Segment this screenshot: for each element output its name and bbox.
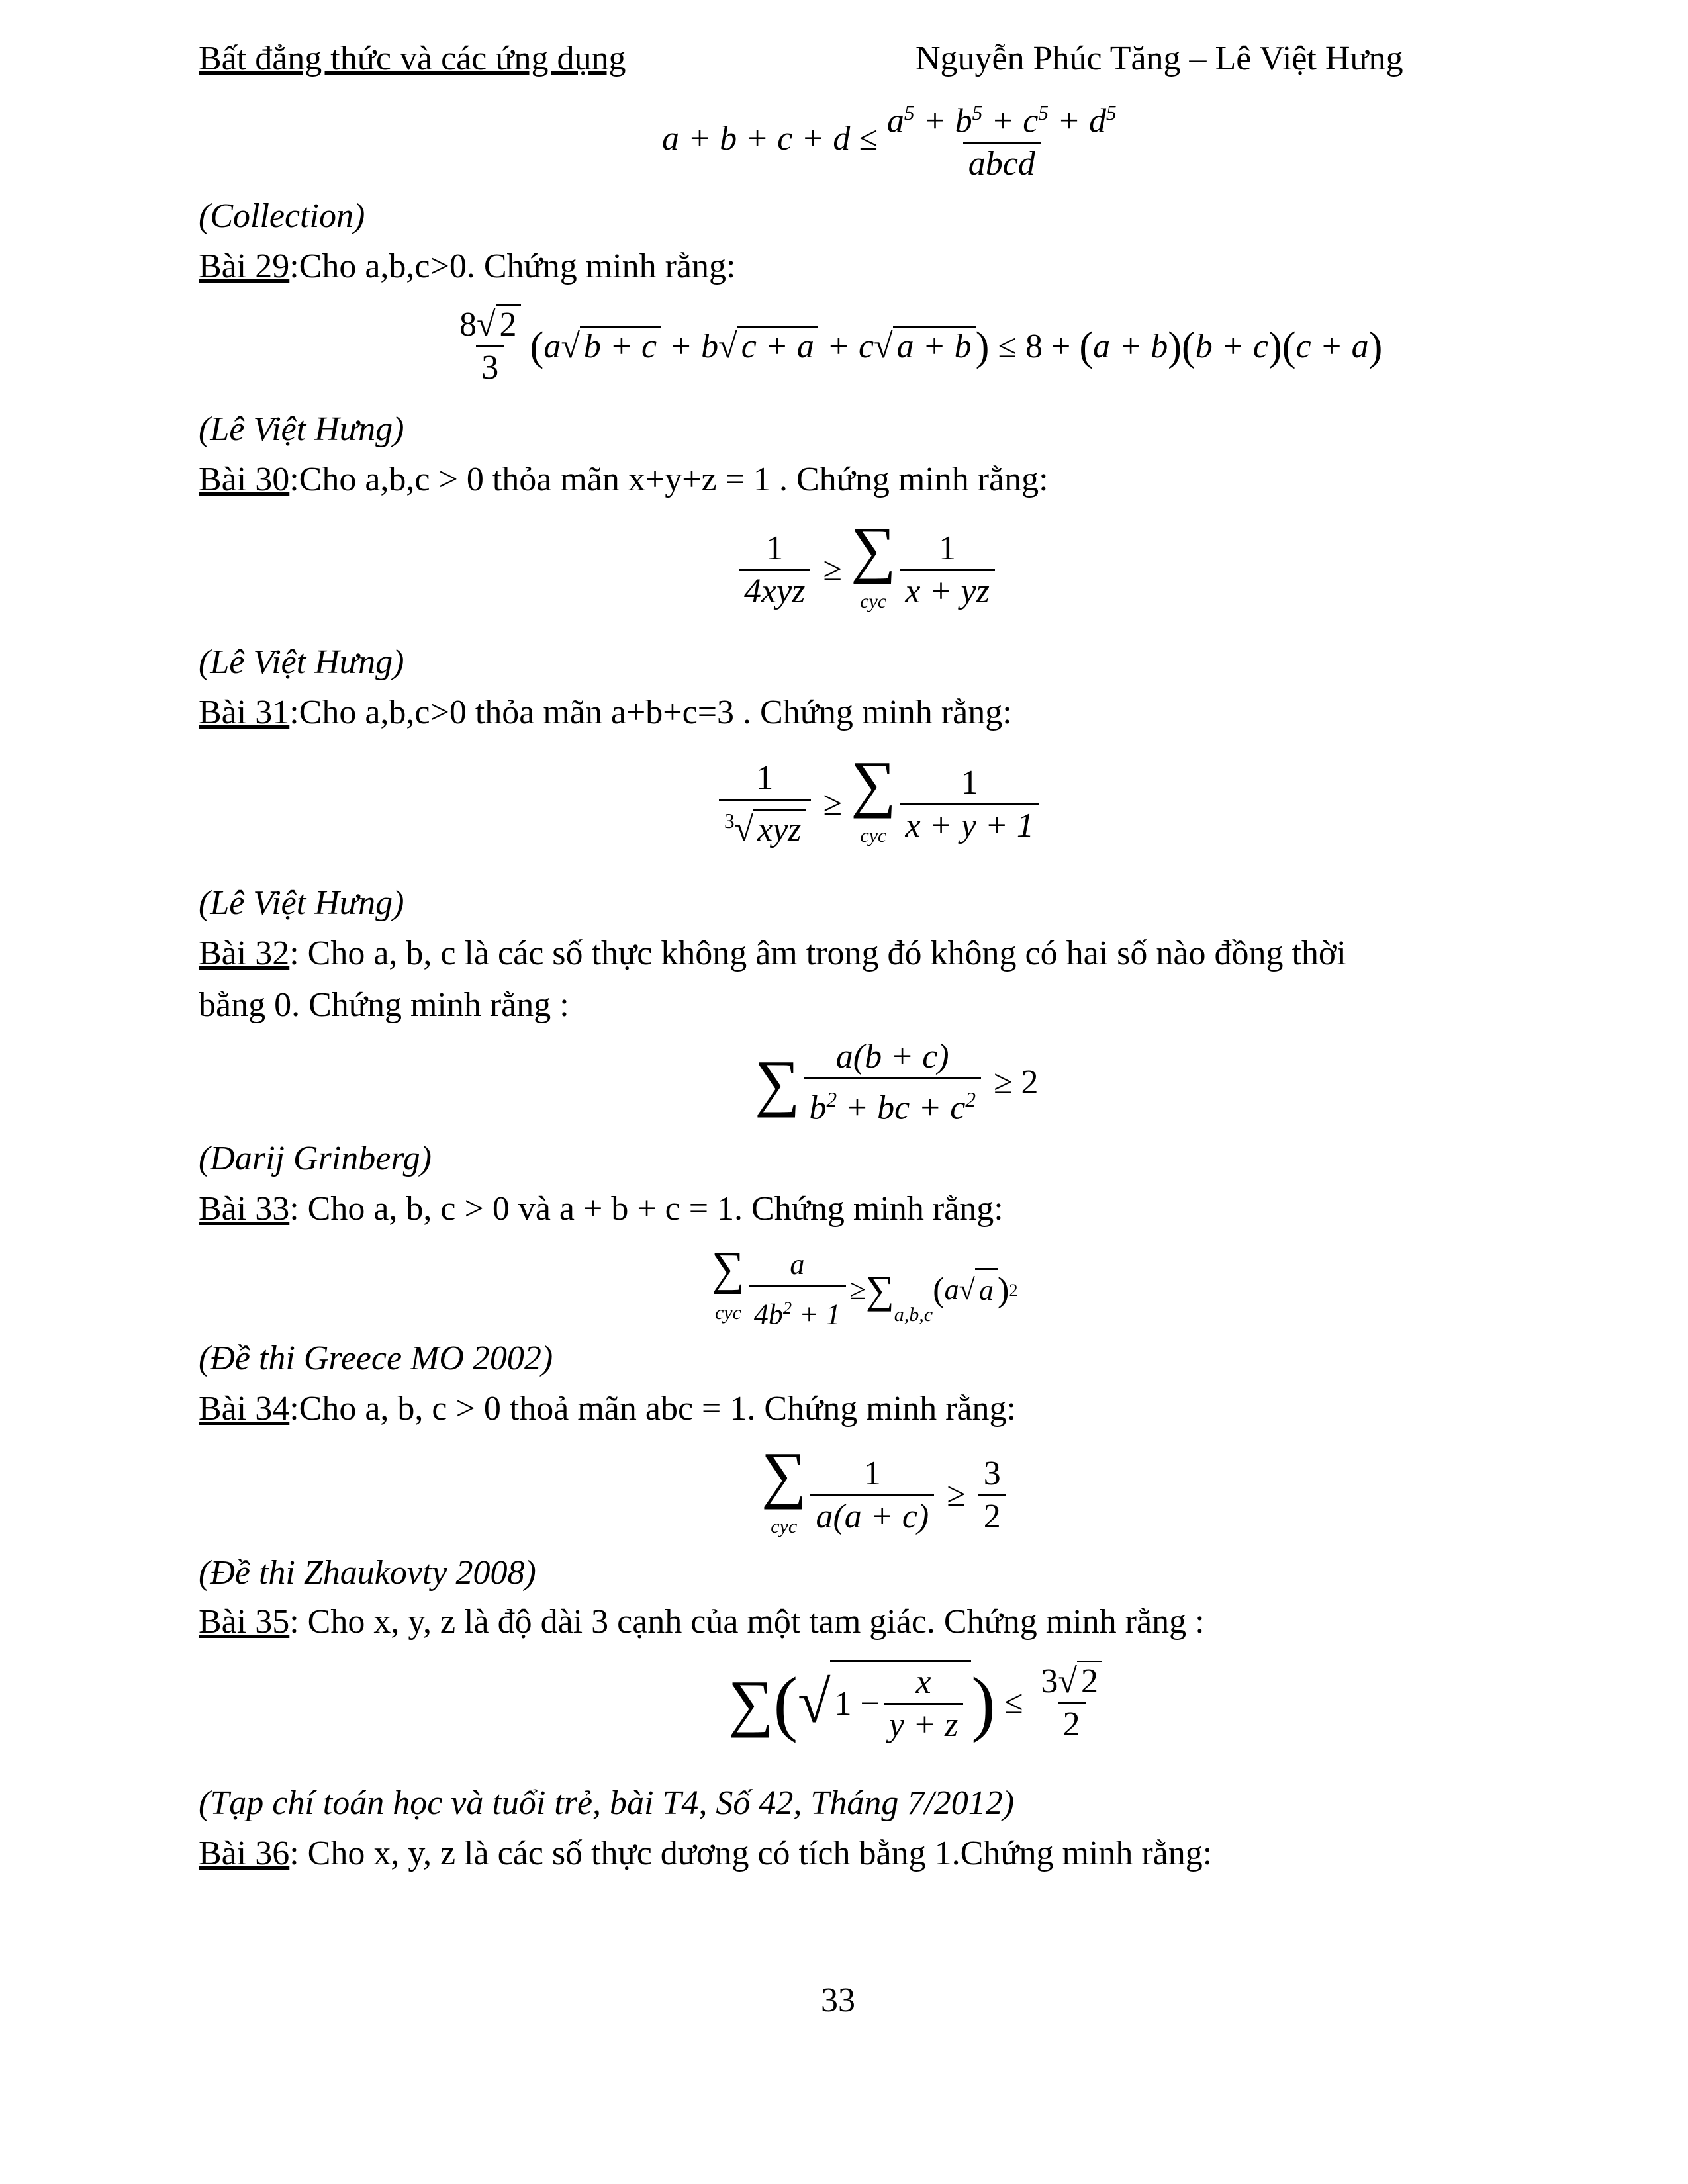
problem-label: Bài 36 [199,1835,290,1872]
source-greece-mo: (Đề thi Greece MO 2002) [199,1340,553,1377]
formula-34: ∑ cyc $\frac{1}{a(a + c)}$ ≥ $\frac{3}{2}$ [761,1443,1010,1547]
source-zhaukovty: (Đề thi Zhaukovty 2008) [199,1554,536,1592]
problem-35 [199,1602,1205,1643]
source-collection: (Collection) [199,197,365,235]
problem-33 [199,1189,1004,1230]
problem-text: : Cho x, y, z là độ dài 3 cạnh của một tam giác. Chứng minh rằng : [289,1603,1205,1641]
problem-label: Bài 30 [199,461,290,498]
problem-30 [199,459,1049,500]
page-number: 33 [821,1981,855,2019]
problem-text: : Cho x, y, z là các số thực dương có tích bằng 1.Chứng minh rằng: [289,1835,1213,1872]
formula-33: ∑ cyc $\frac{a}{4b^2 + 1}$ ≥ ∑ a,b,c ( a √ a ) 2 [712,1244,1018,1336]
formula-30: $\frac{1}{\text{4xyz}}$ ≥ ∑ cyc $\frac{1}{x + yz}$ [735,518,999,622]
problem-text: :Cho a,b,c>0. Chứng minh rằng: [289,248,736,285]
problem-label: Bài 34 [199,1390,290,1428]
header-right: Nguyễn Phúc Tăng – Lê Việt Hưng [915,40,1403,77]
problem-text: :Cho a,b,c>0 thỏa mãn a+b+c=3 . Chứng minh rằng: [289,694,1012,731]
formula-35: ∑ ( √ 1 − $\frac{x}{y + z}$ ) ≤ $\frac{3√ 2}{2}$ [728,1660,1111,1746]
problem-label: Bài 32 [199,934,290,972]
problem-29 [199,246,735,287]
problem-32-line2: bằng 0. Chứng minh rằng : [199,986,569,1024]
problem-34 [199,1388,1016,1430]
problem-label: Bài 35 [199,1603,290,1641]
source-le-viet-hung-1: (Lê Việt Hưng) [199,410,404,448]
problem-text: : Cho a, b, c > 0 và a + b + c = 1. Chứng minh rằng: [289,1190,1004,1228]
formula-32: ∑ $\frac{a(b + c)}{b^2 + bc + c^2}$ ≥ 2 [755,1036,1039,1128]
formula-29: $\frac{8√ 2}{3}$ ( a√ b + c + b√ c + a + c√ a + b ) ≤ 8 + ( a + b ) ( b + c ) ( c + a ) [450,304,1382,388]
problem-32 [199,933,1346,974]
formula-31: $\frac{1}{^3√ xyz}$ ≥ ∑ cyc $\frac{1}{x + y + 1}$ [715,752,1043,856]
source-le-viet-hung-3: (Lê Việt Hưng) [199,884,404,922]
problem-text: :Cho a, b, c > 0 thoả mãn abc = 1. Chứng minh rằng: [289,1390,1016,1428]
source-tap-chi: (Tạp chí toán học và tuổi trẻ, bài T4, Số 42, Tháng 7/2012) [199,1784,1015,1822]
source-le-viet-hung-2: (Lê Việt Hưng) [199,643,404,681]
problem-label: Bài 31 [199,694,290,731]
problem-31 [199,692,1012,733]
formula-carryover: a + b + c + d ≤ $\frac{a^5 + b^5 + c^5 + d^5}{\text{abcd}}$ [662,93,1126,185]
source-darij-grinberg: (Darij Grinberg) [199,1140,432,1177]
problem-label: Bài 33 [199,1190,290,1228]
problem-label: Bài 29 [199,248,290,285]
problem-text: : Cho a, b, c là các số thực không âm trong đó không có hai số nào đồng thời [289,934,1346,972]
problem-36 [199,1833,1212,1874]
problem-text: :Cho a,b,c > 0 thỏa mãn x+y+z = 1 . Chứng minh rằng: [289,461,1049,498]
header-left: Bất đẳng thức và các ứng dụng [199,40,626,77]
